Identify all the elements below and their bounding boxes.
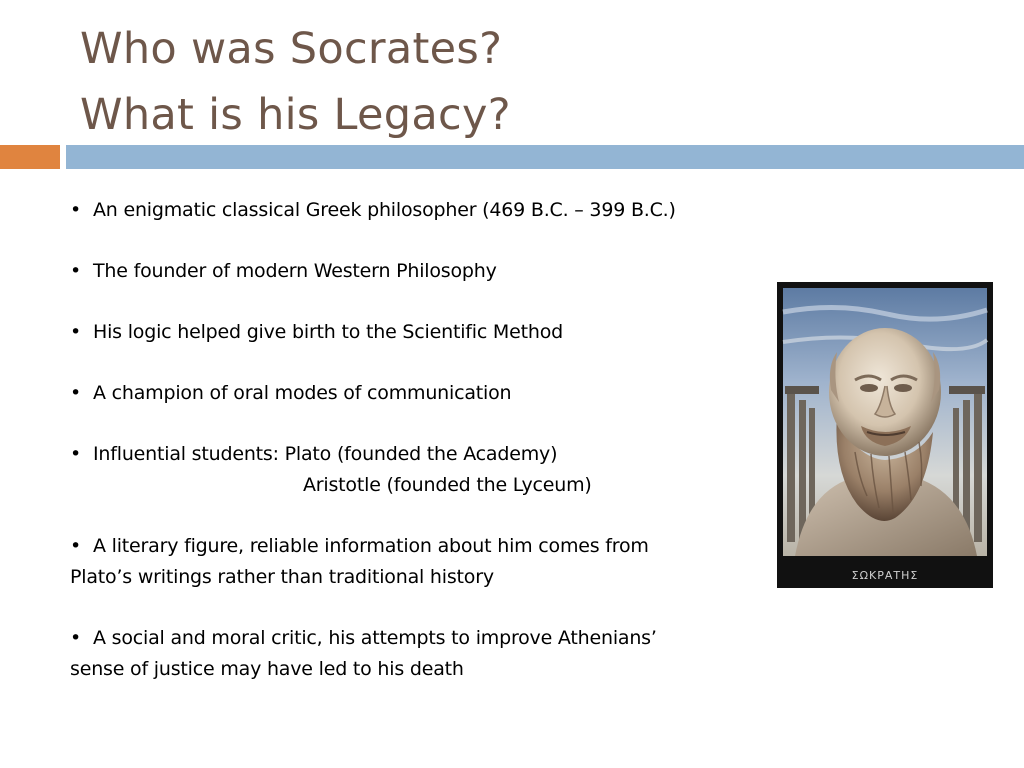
title-line-2: What is his Legacy? (80, 90, 511, 140)
bullet-item (70, 195, 760, 226)
portrait-illustration (777, 282, 993, 588)
bullet-line (70, 317, 760, 348)
bullet-continuation-line: Aristotle (founded the Lyceum) (303, 474, 592, 496)
bullet-list (70, 195, 760, 715)
bullet-text: His logic helped give birth to the Scientific Method (93, 321, 563, 343)
title-divider-bar (66, 145, 1024, 169)
bullet-text: A literary figure, reliable information about him comes from (93, 535, 649, 557)
bullet-line (70, 256, 760, 287)
bullet-marker: • (70, 382, 82, 404)
bullet-marker: • (70, 443, 82, 465)
bullet-line (70, 439, 760, 470)
bullet-text: An enigmatic classical Greek philosopher (469 B.C. – 399 B.C.) (93, 199, 676, 221)
socrates-portrait-image (777, 282, 993, 588)
bullet-marker: • (70, 321, 82, 343)
bullet-text: Influential students: Plato (founded the Academy) (93, 443, 558, 465)
bullet-line (70, 531, 760, 562)
portrait-caption: ΣΩΚΡΑΤΗΣ (851, 569, 919, 582)
bullet-item (70, 317, 760, 348)
bullet-item (70, 378, 760, 409)
bullet-continuation-line: Plato’s writings rather than traditional history (70, 566, 494, 588)
bullet-line (70, 195, 760, 226)
slide-title (80, 16, 511, 148)
bullet-line (70, 623, 760, 654)
bullet-line (70, 378, 760, 409)
bullet-continuation-line: sense of justice may have led to his death (70, 658, 464, 680)
bullet-marker: • (70, 627, 82, 649)
bullet-item (70, 531, 760, 593)
bullet-marker: • (70, 535, 82, 557)
bullet-text: A champion of oral modes of communication (93, 382, 512, 404)
title-divider-accent (0, 145, 60, 169)
title-line-1: Who was Socrates? (80, 24, 503, 74)
bullet-text: The founder of modern Western Philosophy (93, 260, 497, 282)
bullet-item (70, 256, 760, 287)
bullet-text: A social and moral critic, his attempts to improve Athenians’ (93, 627, 657, 649)
bullet-item (70, 623, 760, 685)
bullet-marker: • (70, 260, 82, 282)
bullet-item (70, 439, 760, 501)
bullet-marker: • (70, 199, 82, 221)
